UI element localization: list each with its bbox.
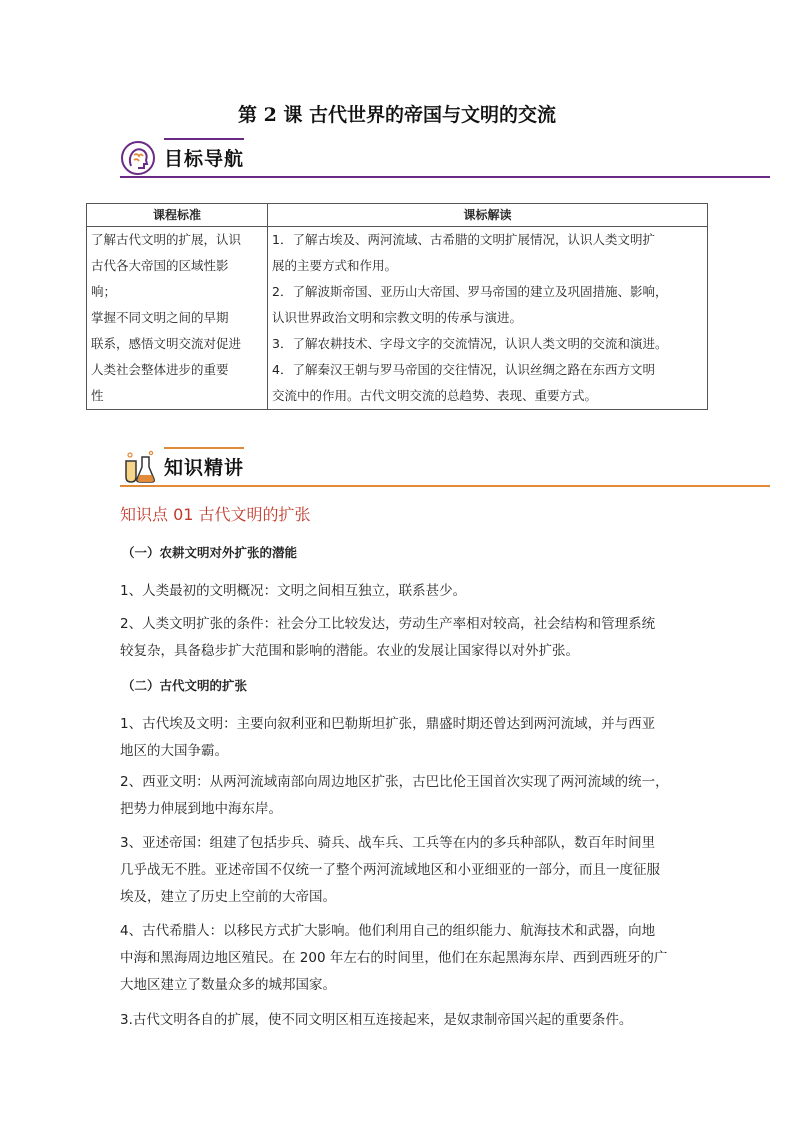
paragraph-line: 较复杂，具备稳步扩大范围和影响的潜能。农业的发展让国家得以对外扩张。 <box>120 643 579 659</box>
paragraph-line: 中海和黑海周边地区殖民。在 200 年左右的时间里，他们在东起黑海东岸、西到西班牙的广 <box>120 950 668 966</box>
paragraph <box>120 1007 680 1034</box>
standard-line: 了解古代文明的扩展，认识 <box>91 232 242 247</box>
table-row <box>87 227 708 410</box>
paragraph-line: 2、西亚文明：从两河流域南部向周边地区扩张，古巴比伦王国首次实现了两河流域的统一， <box>120 774 669 790</box>
section-accent-line <box>164 447 244 449</box>
section-divider <box>120 176 770 178</box>
brain-icon <box>120 140 156 176</box>
interpretation-cell <box>268 227 708 410</box>
table-header-row <box>87 204 708 227</box>
lesson-title: 第 2 课 古代世界的帝国与文明的交流 <box>237 104 557 126</box>
subheading: （一）农耕文明对外扩张的潜能 <box>122 545 298 560</box>
paragraph-line: 几乎战无不胜。亚述帝国不仅统一了整个两河流域地区和小亚细亚的一部分，而且一度征服 <box>120 862 660 878</box>
interpretation-line: 1．了解古埃及、两河流域、古希腊的文明扩展情况，认识人类文明扩 <box>272 232 655 247</box>
standard-cell <box>87 227 268 410</box>
standard-line: 响； <box>91 284 117 299</box>
interpretation-line: 认识世界政治文明和宗教文明的传承与演进。 <box>272 310 523 325</box>
curriculum-table <box>86 203 708 410</box>
paragraph-line: 埃及，建立了历史上空前的大帝国。 <box>120 889 336 905</box>
interpretation-line: 展的主要方式和作用。 <box>272 258 398 273</box>
table-header-interpretation: 课标解读 <box>268 204 708 227</box>
paragraph <box>120 830 680 911</box>
interpretation-line: 3．了解农耕技术、字母文字的交流情况，认识人类文明的交流和演进。 <box>272 336 668 351</box>
paragraph <box>120 611 680 665</box>
section-header-goal <box>120 138 770 178</box>
interpretation-line: 2．了解波斯帝国、亚历山大帝国、罗马帝国的建立及巩固措施、影响， <box>272 284 668 299</box>
paragraph-line: 大地区建立了数量众多的城邦国家。 <box>120 977 336 993</box>
standard-line: 性 <box>91 388 104 403</box>
standard-line: 古代各大帝国的区域性影 <box>91 258 229 273</box>
interpretation-line: 4．了解秦汉王朝与罗马帝国的交往情况，认识丝绸之路在东西方文明 <box>272 362 655 377</box>
section-accent-line <box>164 138 244 140</box>
standard-line: 联系，感悟文明交流对促进 <box>91 336 242 351</box>
paragraph <box>120 769 680 823</box>
standard-line: 掌握不同文明之间的早期 <box>91 310 229 325</box>
paragraph-line: 3.古代文明各自的扩展，使不同文明区相互连接起来，是奴隶制帝国兴起的重要条件。 <box>120 1012 633 1028</box>
standard-line: 人类社会整体进步的重要 <box>91 362 229 377</box>
paragraph-line: 4、古代希腊人：以移民方式扩大影响。他们利用自己的组织能力、航海技术和武器，向地 <box>120 923 656 939</box>
paragraph <box>120 711 680 765</box>
section-header-knowledge <box>120 447 770 487</box>
paragraph <box>120 918 680 999</box>
section-label-knowledge: 知识精讲 <box>164 457 245 479</box>
section-label-goal: 目标导航 <box>164 148 245 170</box>
subheading: （二）古代文明的扩张 <box>122 678 248 693</box>
paragraph-line: 地区的大国争霸。 <box>120 743 228 759</box>
paragraph-line: 把势力伸展到地中海东岸。 <box>120 801 282 817</box>
paragraph-line: 2、人类文明扩张的条件：社会分工比较发达，劳动生产率相对较高，社会结构和管理系统 <box>120 616 656 632</box>
paragraph-line: 1、人类最初的文明概况：文明之间相互独立，联系甚少。 <box>120 583 467 599</box>
paragraph-line: 3、亚述帝国：组建了包括步兵、骑兵、战车兵、工兵等在内的多兵种部队，数百年时间里 <box>120 835 656 851</box>
section-divider <box>120 485 770 487</box>
paragraph <box>120 578 680 605</box>
flask-icon <box>120 449 156 485</box>
paragraph-line: 1、古代埃及文明：主要向叙利亚和巴勒斯坦扩张，鼎盛时期还曾达到两河流域，并与西亚 <box>120 716 656 732</box>
table-header-standard: 课程标准 <box>87 204 268 227</box>
interpretation-line: 交流中的作用。古代文明交流的总趋势、表现、重要方式。 <box>272 388 598 403</box>
knowledge-point-title: 知识点 01 古代文明的扩张 <box>120 505 311 524</box>
